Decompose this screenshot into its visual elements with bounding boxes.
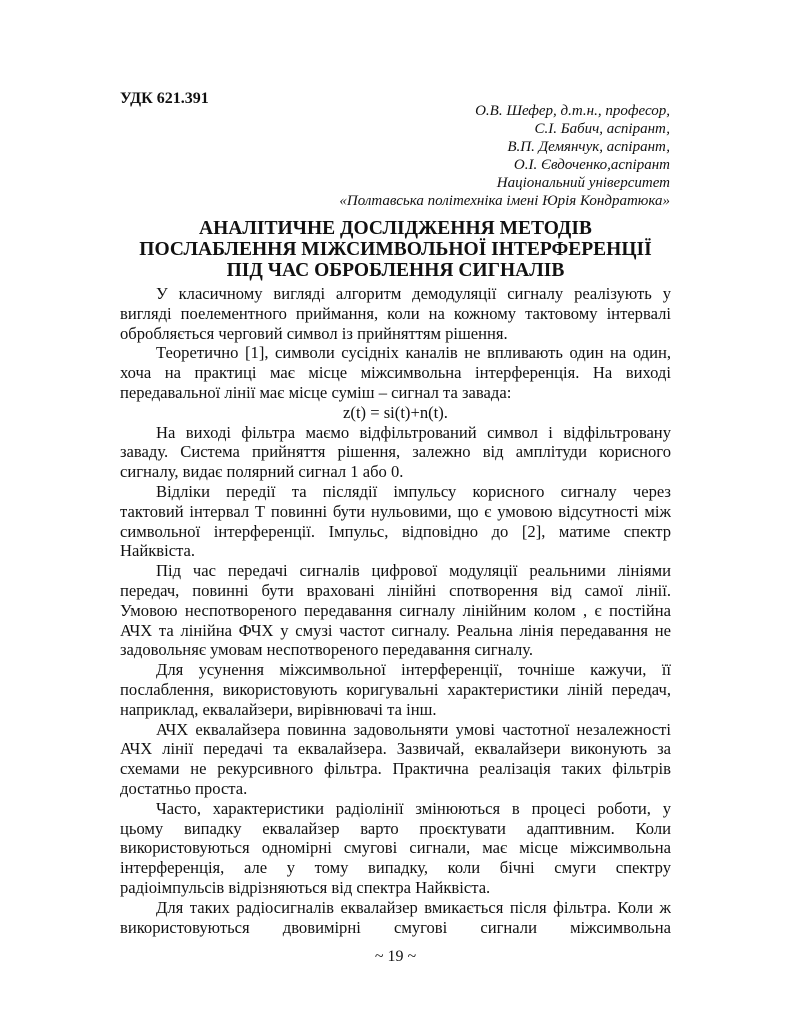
paragraph xyxy=(120,561,671,660)
text-line: Часто, характеристики радіолінії змінюються в процесі роботи, у xyxy=(156,798,671,818)
author-line: «Полтавська політехніка імені Юрія Кондратюка» xyxy=(339,193,670,209)
text-line: Найквіста. xyxy=(120,541,196,561)
author-line: Національний університет xyxy=(496,175,670,191)
text-line: наприклад, еквалайзери, вирівнювачі та інш. xyxy=(120,699,437,719)
text-line: Для усунення міжсимвольної інтерференції, точніше кажучи, її xyxy=(156,660,671,680)
title-line: ПІД ЧАС ОБРОБЛЕННЯ СИГНАЛІВ xyxy=(226,260,565,281)
text-line: Відліки передії та післядії імпульсу корисного сигналу через xyxy=(156,481,671,501)
text-line: цьому випадку еквалайзер варто проєктувати адаптивним. Коли xyxy=(120,818,671,838)
text-line: Умовою неспотвореного передавання сигналу лінійним колом , є постійна xyxy=(120,600,671,620)
text-line: радіоімпульсів відрізняються від спектра Найквіста. xyxy=(120,877,491,897)
article-title xyxy=(120,218,671,281)
text-line: Під час передачі сигналів цифрової модуляції реальними лініями xyxy=(156,561,671,581)
text-line: обробляється черговий символ із прийняттям рішення. xyxy=(120,323,508,343)
text-line: передавальної лінії має місце суміш – сигнал та завада: xyxy=(120,382,512,402)
text-line: На виході фільтра маємо відфільтрований символ і відфільтровану xyxy=(156,422,671,442)
text-line: вигляді поелементного приймання, коли на кожному тактовому інтервалі xyxy=(120,303,671,323)
text-line: z(t) = si(t)+n(t). xyxy=(343,402,448,422)
text-line: заваду. Система прийняття рішення, залежно від амплітуди корисного xyxy=(120,442,671,462)
paragraph xyxy=(120,898,671,938)
text-line: достатньо проста. xyxy=(120,778,248,798)
text-line: сигналу, видає полярний сигнал 1 або 0. xyxy=(120,462,404,482)
text-line: У класичному вигляді алгоритм демодуляції сигналу реалізують у xyxy=(156,284,671,303)
paragraph xyxy=(120,799,671,898)
text-line: Теоретично [1], символи сусідніх каналів не впливають один на один, xyxy=(156,343,671,363)
text-line: передач, повинні бути враховані лінійні спотворення від самої лінії. xyxy=(120,580,671,600)
article-body xyxy=(120,284,671,937)
text-line: Для таких радіосигналів еквалайзер вмикається після фільтра. Коли ж xyxy=(156,897,671,917)
formula xyxy=(120,403,671,423)
paragraph xyxy=(120,284,671,343)
text-line: використовуються двовимірні смугові сигнали міжсимвольна xyxy=(120,917,671,937)
text-line: схемами не рекурсивного фільтра. Практична реалізація таких фільтрів xyxy=(120,759,671,779)
author-block xyxy=(339,102,670,210)
author-line: В.П. Демянчук, аспірант, xyxy=(507,139,670,155)
text-line: задовольняє умовам неспотвореного передавання сигналу. xyxy=(120,640,534,660)
author-line: О.І. Євдоченко,аспірант xyxy=(513,157,670,173)
text-line: символьної інтерференції. Імпульс, відповідно до [2], матиме спектр xyxy=(120,521,671,541)
title-line: ПОСЛАБЛЕННЯ МІЖСИМВОЛЬНОЇ ІНТЕРФЕРЕНЦІЇ xyxy=(139,239,652,260)
author-line: С.І. Бабич, аспірант, xyxy=(534,121,670,137)
text-line: АЧХ еквалайзера повинна задовольняти умові частотної незалежності xyxy=(156,719,671,739)
paragraph xyxy=(120,720,671,799)
paragraph xyxy=(120,482,671,561)
title-line: АНАЛІТИЧНЕ ДОСЛІДЖЕННЯ МЕТОДІВ xyxy=(199,218,592,239)
text-line: використовуються одномірні смугові сигнали, має місце міжсимвольна xyxy=(120,838,671,858)
text-line: АЧХ та лінійна ФЧХ у смузі частот сигналу. Реальна лінія передавання не xyxy=(120,620,671,640)
text-line: хоча на практиці має місце міжсимвольна інтерференція. На виході xyxy=(120,363,671,383)
paragraph xyxy=(120,343,671,402)
text-line: інтерференція, але у тому випадку, коли бічні смуги спектру xyxy=(120,858,671,878)
udc-code: УДК 621.391 xyxy=(120,90,209,107)
author-line: О.В. Шефер, д.т.н., професор, xyxy=(475,103,670,119)
paragraph xyxy=(120,423,671,482)
paragraph xyxy=(120,660,671,719)
page-number: ~ 19 ~ xyxy=(374,948,417,965)
text-line: тактовий інтервал Т повинні бути нульовими, що є умовою відсутності між xyxy=(120,501,671,521)
text-line: послаблення, використовують коригувальні характеристики ліній передач, xyxy=(120,679,671,699)
text-line: АЧХ лінії передачі та еквалайзера. Зазвичай, еквалайзери виконують за xyxy=(120,739,671,759)
